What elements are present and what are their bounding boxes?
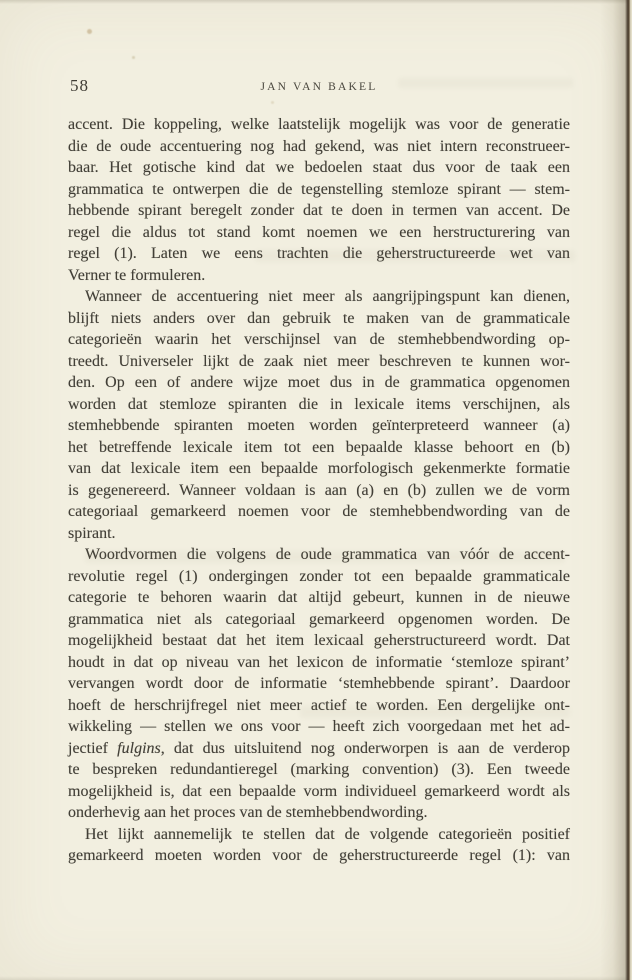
text-line: treedt. Universeler lijkt de zaak niet meer beschreven te kunnen wor- (68, 352, 570, 370)
text-line: van dat lexicale item een bepaalde morfologisch gekenmerkte formatie (68, 460, 570, 477)
scan-edge-right (600, 0, 632, 980)
text-line: het betreffende lexicale item tot een bepaalde klasse behoort en (b) (68, 438, 570, 456)
page-number: 58 (70, 76, 89, 95)
running-header: JAN VAN BAKEL (260, 81, 378, 93)
text-line: blijft niets anders over dan gebruik te maken van de grammaticale (68, 309, 570, 327)
text-line: den. Op een of andere wijze moet dus in de grammatica opgenomen (68, 374, 570, 391)
text-line: Verner te formuleren. (68, 266, 206, 284)
page-header (68, 76, 570, 96)
text-line: grammatica niet als categoriaal gemarkeerd opgenomen worden. De (68, 610, 570, 628)
text-line: Het lijkt aannemelijk te stellen dat de volgende categorieën positief (85, 825, 570, 843)
text-line: revolutie regel (1) ondergingen zonder tot een bepaalde grammaticale (68, 567, 570, 585)
text-line: mogelijkheid is, dat een bepaalde vorm individueel gemarkeerd wordt als (68, 782, 570, 800)
text-line: Woordvormen die volgens de oude grammatica van vóór de accent- (85, 546, 570, 563)
text-line: onderhevig aan het proces van de stemhebbendwording. (68, 804, 428, 821)
text-line: hoeft de herschrijfregel niet meer actief te worden. Een dergelijke ont- (68, 696, 570, 714)
text-line: Wanneer de accentuering niet meer als aangrijpingspunt kan dienen, (85, 288, 570, 305)
text-line: accent. Die koppeling, welke laatstelijk mogelijk was voor de generatie (68, 116, 570, 133)
text-line: worden dat stemloze spiranten die in lexicale items verschijnen, als (68, 395, 570, 413)
text-line: die de oude accentuering nog had gekend, was niet intern reconstrueer- (68, 137, 570, 155)
text-line: categoriaal gemarkeerd noemen voor de stemhebbendwording van de (68, 503, 570, 520)
foxing-spot (87, 29, 92, 34)
text-line: regel (1). Laten we eens trachten die geherstructureerde wet van (68, 245, 570, 262)
text-block (68, 114, 570, 867)
text-line: te bespreken redundantieregel (marking convention) (3). Een tweede (68, 761, 570, 778)
text-line: houdt in dat op niveau van het lexicon de informatie ‘stemloze spirant’ (68, 653, 570, 671)
text-line: categorieën waarin het verschijnsel van de stemhebbendwording op- (68, 331, 570, 348)
text-line: wikkeling — stellen we ons voor — heeft zich voorgedaan met het ad- (68, 718, 570, 735)
text-line: baar. Het gotische kind dat we bedoelen staat dus voor de taak een (68, 159, 570, 176)
text-line: jectief fulgins, dat dus uitsluitend nog onderworpen is aan de verderop (68, 739, 571, 757)
text-line: regel die aldus tot stand komt noemen we een herstructurering van (68, 223, 570, 241)
text-line: spirant. (68, 524, 116, 542)
text-line: categorie te behoren waarin dat altijd gebeurt, kunnen in de nieuwe (68, 589, 570, 606)
text-line: mogelijkheid bestaat dat het item lexicaal geherstructureerd wordt. Dat (68, 632, 570, 649)
scan-edge-top (0, 0, 632, 4)
scan-edge-bottom (0, 976, 632, 980)
foxing-spot (271, 101, 274, 104)
text-line: grammatica te ontwerpen die de tegenstelling stemloze spirant — stem- (68, 180, 570, 198)
text-line: is gegenereerd. Wanneer voldaan is aan (a) en (b) zullen we de vorm (68, 481, 570, 499)
foxing-spot (132, 56, 135, 59)
text-line: gemarkeerd moeten worden voor de geherstructureerde regel (1): van (68, 847, 570, 864)
text-line: hebbende spirant beregelt zonder dat te doen in termen van accent. De (68, 202, 570, 219)
text-line: vervangen wordt door de informatie ‘stemhebbende spirant’. Daardoor (68, 675, 570, 692)
text-line: stemhebbende spiranten moeten worden geïnterpreteerd wanneer (a) (68, 417, 570, 434)
